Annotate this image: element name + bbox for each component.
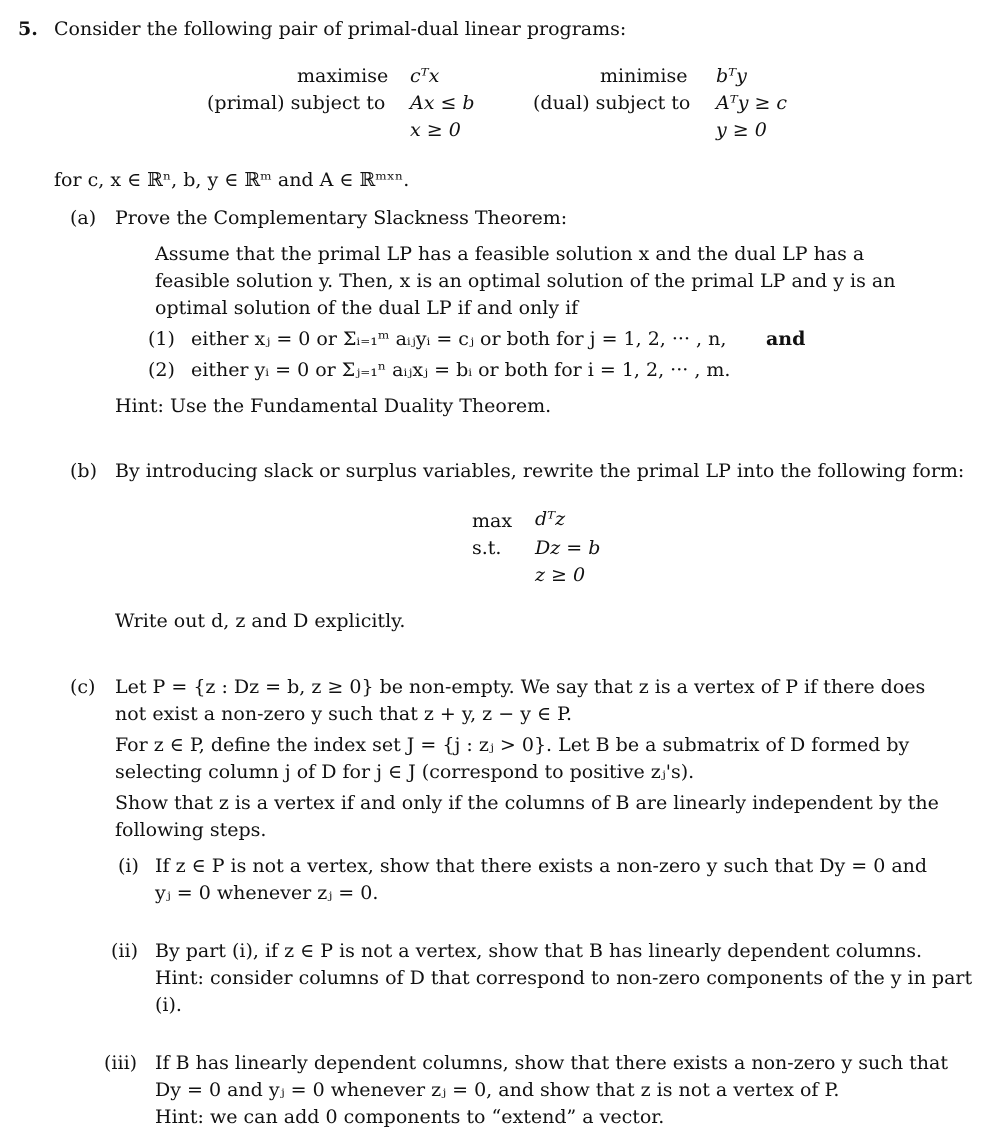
- primal-constraint-label: (primal) subject to: [207, 92, 386, 114]
- step-iii-line1: If B has linearly dependent columns, show that there exists a non-zero y such that: [155, 1052, 948, 1074]
- part-c-line2: not exist a non-zero y such that z + y, z − y ∈ P.: [115, 703, 573, 725]
- primal-constraint-expr: Ax ≤ b: [410, 92, 475, 114]
- dual-objective-label: minimise: [600, 65, 688, 87]
- part-a-title: Prove the Complementary Slackness Theorem:: [115, 207, 568, 229]
- problem-number: 5.: [18, 18, 38, 40]
- step-ii-line3: (i).: [155, 994, 182, 1016]
- step-iii-label: (iii): [104, 1052, 138, 1074]
- problem-intro: Consider the following pair of primal-dual linear programs:: [54, 18, 627, 40]
- part-c-line3: For z ∈ P, define the index set J = {j : zⱼ > 0}. Let B be a submatrix of D formed by: [115, 734, 910, 756]
- step-i-label: (i): [118, 855, 139, 877]
- part-b-max-expr: dᵀz: [535, 508, 566, 530]
- part-a-line1: Assume that the primal LP has a feasible solution x and the dual LP has a: [155, 243, 865, 265]
- step-ii-line2: Hint: consider columns of D that correspond to non-zero components of the y in part: [155, 967, 973, 989]
- dual-constraint-label: (dual) subject to: [533, 92, 691, 114]
- part-a-hint: Hint: Use the Fundamental Duality Theorem.: [115, 395, 552, 417]
- condition-2-label: (2): [148, 359, 175, 381]
- part-b-text: By introducing slack or surplus variables, rewrite the primal LP into the following form:: [115, 460, 965, 482]
- part-b-nonneg-expr: z ≥ 0: [535, 564, 586, 586]
- condition-1-text: either xⱼ = 0 or Σᵢ₌₁ᵐ aᵢⱼyᵢ = cⱼ or both for j = 1, 2, ··· , n,: [191, 328, 727, 350]
- part-b-st-label: s.t.: [472, 537, 502, 559]
- step-i-line1: If z ∈ P is not a vertex, show that there exists a non-zero y such that Dy = 0 and: [155, 855, 928, 877]
- primal-objective-label: maximise: [297, 65, 389, 87]
- step-ii-label: (ii): [111, 940, 138, 962]
- part-b-task: Write out d, z and D explicitly.: [115, 610, 406, 632]
- condition-2-text: either yᵢ = 0 or Σⱼ₌₁ⁿ aᵢⱼxⱼ = bᵢ or both for i = 1, 2, ··· , m.: [191, 359, 731, 381]
- part-a-line3: optimal solution of the dual LP if and only if: [155, 297, 579, 319]
- step-i-line2: yⱼ = 0 whenever zⱼ = 0.: [155, 882, 379, 904]
- step-iii-line2: Dy = 0 and yⱼ = 0 whenever zⱼ = 0, and show that z is not a vertex of P.: [155, 1079, 840, 1101]
- primal-objective-expr: cᵀx: [410, 65, 440, 87]
- part-c-label: (c): [70, 676, 96, 698]
- part-c-line4: selecting column j of D for j ∈ J (correspond to positive zⱼ's).: [115, 761, 695, 783]
- primal-nonneg-expr: x ≥ 0: [410, 119, 461, 141]
- part-b-max-label: max: [472, 510, 513, 532]
- dual-constraint-expr: Aᵀy ≥ c: [716, 92, 788, 114]
- part-c-line5: Show that z is a vertex if and only if the columns of B are linearly independent by the: [115, 792, 939, 814]
- condition-1-label: (1): [148, 328, 175, 350]
- step-iii-line3: Hint: we can add 0 components to “extend” a vector.: [155, 1106, 665, 1128]
- part-c-line1: Let P = {z : Dz = b, z ≥ 0} be non-empty. We say that z is a vertex of P if there does: [115, 676, 926, 698]
- dual-nonneg-expr: y ≥ 0: [716, 119, 767, 141]
- step-ii-line1: By part (i), if z ∈ P is not a vertex, show that B has linearly dependent columns.: [155, 940, 923, 962]
- domain-line: for c, x ∈ ℝⁿ, b, y ∈ ℝᵐ and A ∈ ℝᵐˣⁿ.: [54, 169, 410, 191]
- part-b-label: (b): [70, 460, 97, 482]
- dual-objective-expr: bᵀy: [716, 65, 747, 87]
- part-b-st-expr: Dz = b: [535, 537, 601, 559]
- condition-1-and: and: [766, 328, 806, 350]
- part-c-line6: following steps.: [115, 819, 267, 841]
- part-a-label: (a): [70, 207, 97, 229]
- part-a-line2: feasible solution y. Then, x is an optimal solution of the primal LP and y is an: [155, 270, 896, 292]
